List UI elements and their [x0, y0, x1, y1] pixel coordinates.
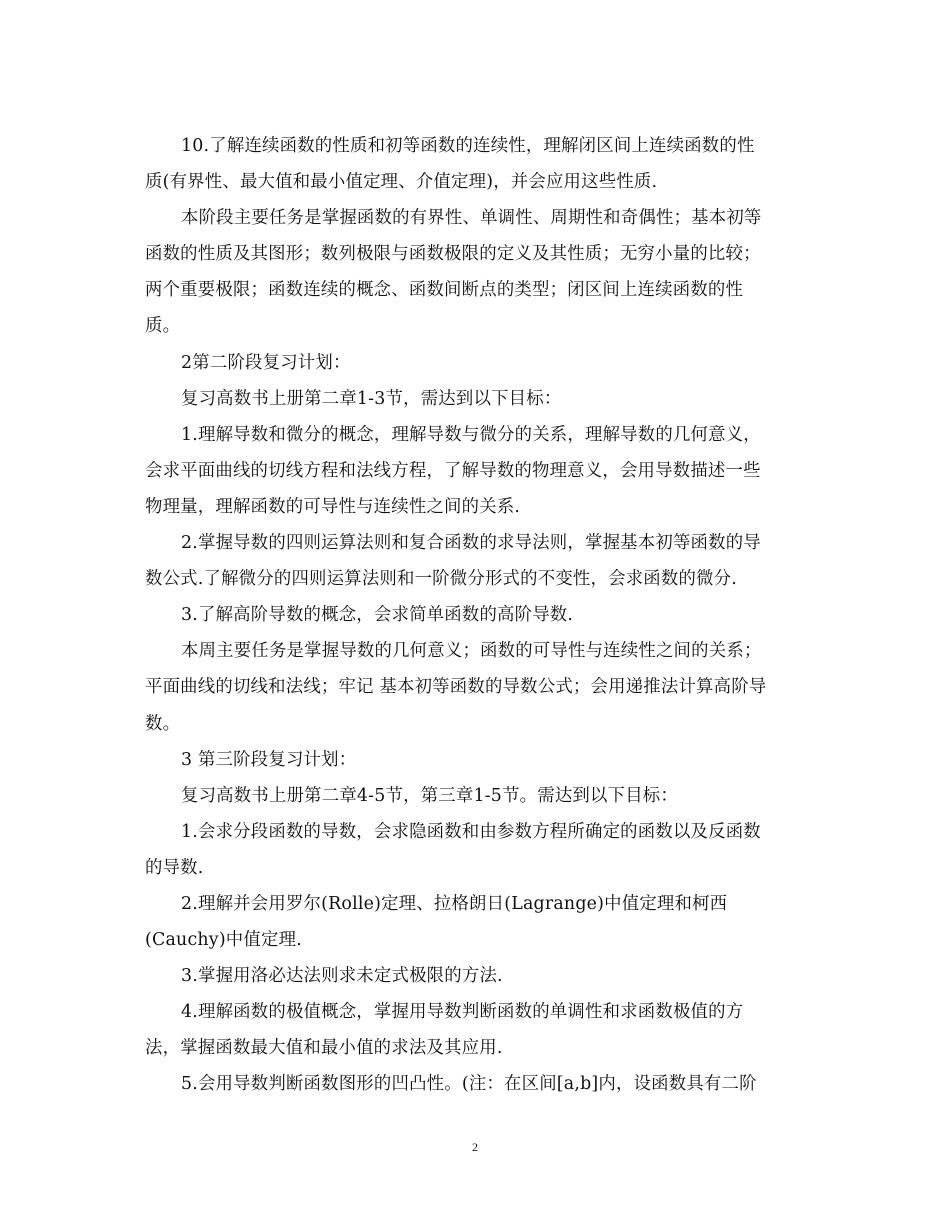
text-line: 1.会求分段函数的导数，会求隐函数和由参数方程所确定的函数以及反函数	[181, 821, 761, 842]
text-line: 数。	[145, 713, 181, 734]
text-line: (Cauchy)中值定理.	[145, 930, 302, 951]
page-number: 2	[472, 1140, 478, 1154]
text-line: 两个重要极限；函数连续的概念、函数间断点的类型；闭区间上连续函数的性	[145, 280, 744, 301]
text-line: 物理量，理解函数的可导性与连续性之间的关系.	[145, 496, 521, 517]
text-line: 4.理解函数的极值概念，掌握用导数判断函数的单调性和求函数极值的方	[181, 1002, 744, 1023]
text-line: 会求平面曲线的切线方程和法线方程，了解导数的物理意义，会用导数描述一些	[145, 460, 761, 481]
body-text	[145, 128, 810, 1103]
text-line: 质(有界性、最大值和最小值定理、介值定理)，并会应用这些性质.	[145, 172, 658, 193]
text-line: 复习高数书上册第二章1-3节，需达到以下目标：	[181, 388, 562, 409]
text-line: 复习高数书上册第二章4-5节，第三章1-5节。需达到以下目标：	[181, 785, 678, 806]
text-line: 2.理解并会用罗尔(Rolle)定理、拉格朗日(Lagrange)中值定理和柯西	[181, 893, 728, 914]
text-line: 数公式.了解微分的四则运算法则和一阶微分形式的不变性，会求函数的微分.	[145, 569, 737, 590]
text-line: 1.理解导数和微分的概念，理解导数与微分的关系，理解导数的几何意义，	[181, 424, 761, 445]
section-heading: 3 第三阶段复习计划：	[181, 749, 357, 770]
text-line: 本周主要任务是掌握导数的几何意义；函数的可导性与连续性之间的关系；	[181, 641, 762, 662]
text-line: 本阶段主要任务是掌握函数的有界性、单调性、周期性和奇偶性；基本初等	[181, 208, 762, 229]
text-line: 3.了解高阶导数的概念，会求简单函数的高阶导数.	[181, 605, 574, 626]
text-line: 10.了解连续函数的性质和初等函数的连续性，理解闭区间上连续函数的性	[181, 136, 755, 156]
text-line: 平面曲线的切线和法线；牢记 基本初等函数的导数公式；会用递推法计算高阶导	[145, 677, 767, 698]
text-line: 函数的性质及其图形；数列极限与函数极限的定义及其性质；无穷小量的比较；	[145, 244, 761, 265]
text-line: 5.会用导数判断函数图形的凹凸性。(注：在区间[a,b]内，设函数具有二阶	[181, 1074, 757, 1095]
section-heading: 2第二阶段复习计划：	[181, 352, 351, 373]
text-line: 的导数.	[145, 857, 204, 878]
text-line: 质。	[145, 316, 181, 337]
text-line: 法，掌握函数最大值和最小值的求法及其应用.	[145, 1038, 503, 1059]
text-line: 3.掌握用洛必达法则求未定式极限的方法.	[181, 966, 503, 987]
text-line: 2.掌握导数的四则运算法则和复合函数的求导法则，掌握基本初等函数的导	[181, 533, 761, 554]
